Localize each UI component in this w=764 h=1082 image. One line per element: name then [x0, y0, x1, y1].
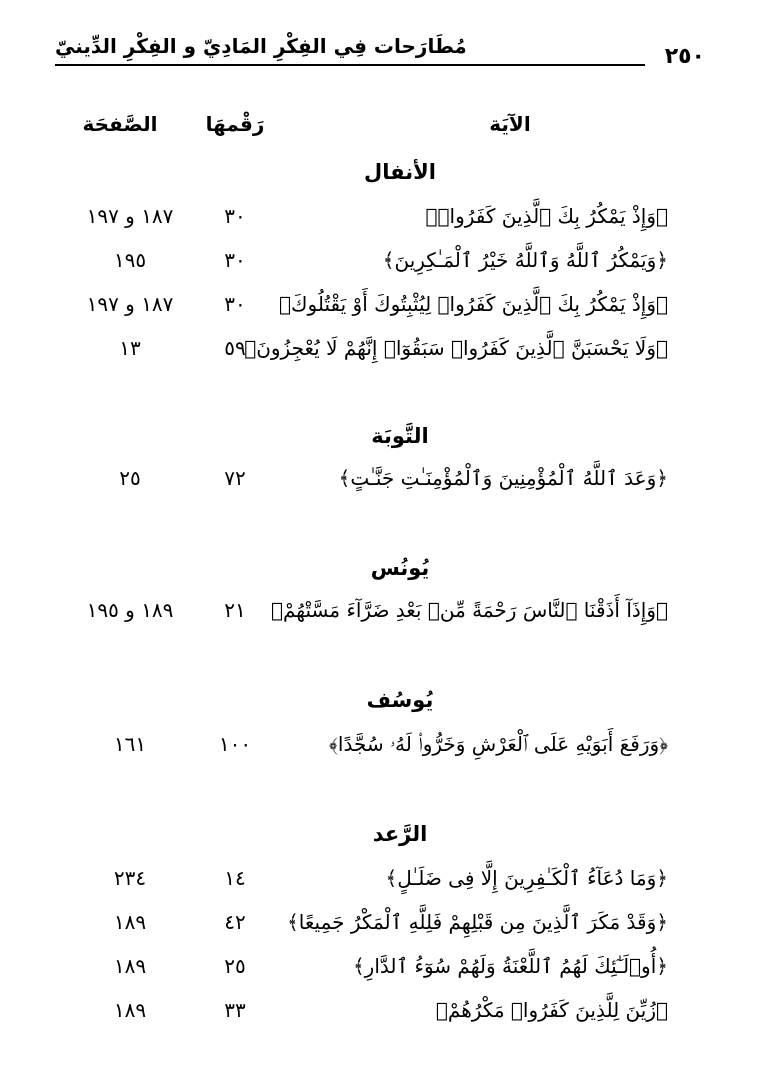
page-ref: ١٩٥	[113, 248, 147, 272]
page-ref: ٢٥	[119, 466, 141, 490]
verse-row	[0, 204, 764, 238]
verse-number: ٣٠	[224, 204, 246, 228]
page-ref: ١٨٩	[113, 998, 147, 1022]
verse-row	[0, 866, 764, 900]
column-header-verse: الآيَة	[489, 112, 531, 136]
page-number: ٢٥٠	[664, 44, 705, 69]
verse-text: ﴿وَرَفَعَ أَبَوَيْهِ عَلَى ٱلْعَرْشِ وَخَرُّوا۟ لَهُۥ سُجَّدًا﴾	[329, 732, 668, 756]
surah-title: الرَّعد	[372, 822, 428, 846]
page-ref: ١٨٧ و ١٩٧	[86, 204, 174, 228]
column-header-page: الصَّفحَة	[82, 112, 158, 136]
verse-number: ٣٣	[224, 998, 246, 1022]
verse-number: ٣٠	[224, 292, 246, 316]
verse-text: ﴿وَإِذْ يَمْكُرُ بِكَ ٱلَّذِينَ كَفَرُوا۟﴾	[425, 204, 668, 228]
verse-text: ﴿وَعَدَ ٱللَّهُ ٱلْمُؤْمِنِينَ وَٱلْمُؤْمِنَـٰتِ جَنَّـٰتٍ﴾	[338, 466, 668, 490]
page-ref: ١٨٩ و ١٩٥	[86, 598, 174, 622]
verse-text: ﴿وَلَا يَحْسَبَنَّ ٱلَّذِينَ كَفَرُوا۟ سَبَقُوٓا۟ إِنَّهُمْ لَا يُعْجِزُونَ﴾	[244, 336, 668, 360]
page-ref: ٢٣٤	[113, 866, 147, 890]
verse-number: ٥٩	[224, 336, 246, 360]
verse-text: ﴿وَقَدْ مَكَرَ ٱلَّذِينَ مِن قَبْلِهِمْ فَلِلَّهِ ٱلْمَكْرُ جَمِيعًا﴾	[287, 910, 668, 934]
surah-title: يُوسُف	[366, 688, 434, 712]
verse-row	[0, 466, 764, 500]
verse-row	[0, 598, 764, 632]
verse-number: ٢٥	[224, 954, 246, 978]
page-ref: ١٣	[119, 336, 141, 360]
surah-title: الأنفال	[364, 160, 436, 184]
verse-text: ﴿وَإِذَآ أَذَقْنَا ٱلنَّاسَ رَحْمَةً مِّنۢ بَعْدِ ضَرَّآءَ مَسَّتْهُمْ﴾	[270, 598, 668, 622]
page-ref: ١٨٩	[113, 910, 147, 934]
verse-number: ٢١	[224, 598, 246, 622]
verse-number: ٣٠	[224, 248, 246, 272]
surah-title: التَّوبَة	[371, 424, 429, 448]
verse-row	[0, 732, 764, 766]
verse-text: ﴿زُيِّنَ لِلَّذِينَ كَفَرُوا۟ مَكْرُهُمْ﴾	[435, 998, 668, 1022]
verse-row	[0, 998, 764, 1032]
verse-row	[0, 248, 764, 282]
verse-row	[0, 910, 764, 944]
verse-text: ﴿وَإِذْ يَمْكُرُ بِكَ ٱلَّذِينَ كَفَرُوا۟ لِيُثْبِتُوكَ أَوْ يَقْتُلُوكَ﴾	[279, 292, 668, 316]
book-title: مُطَارَحات فِي الفِكْرِ المَادِيّ و الفِكْرِ الدِّينيّ	[55, 34, 467, 58]
verse-text: ﴿وَيَمْكُرُ ٱللَّهُ وَٱللَّهُ خَيْرُ ٱلْمَـٰكِرِينَ﴾	[382, 248, 668, 272]
page-ref: ١٨٧ و ١٩٧	[86, 292, 174, 316]
surah-title: يُونُس	[370, 556, 430, 580]
verse-row	[0, 336, 764, 370]
verse-number: ١٠٠	[218, 732, 252, 756]
verse-row	[0, 954, 764, 988]
verse-number: ١٤	[224, 866, 246, 890]
column-header-number: رَقْمهَا	[205, 112, 265, 136]
page-ref: ١٨٩	[113, 954, 147, 978]
verse-text: ﴿أُو۟لَـٰٓئِكَ لَهُمُ ٱللَّعْنَةُ وَلَهُمْ سُوٓءُ ٱلدَّارِ﴾	[352, 954, 668, 978]
page-ref: ١٦١	[113, 732, 147, 756]
verse-row	[0, 292, 764, 326]
verse-number: ٧٢	[224, 466, 246, 490]
verse-number: ٤٢	[224, 910, 246, 934]
verse-text: ﴿وَمَا دُعَآءُ ٱلْكَـٰفِرِينَ إِلَّا فِى ضَلَـٰلٍ﴾	[385, 866, 668, 890]
